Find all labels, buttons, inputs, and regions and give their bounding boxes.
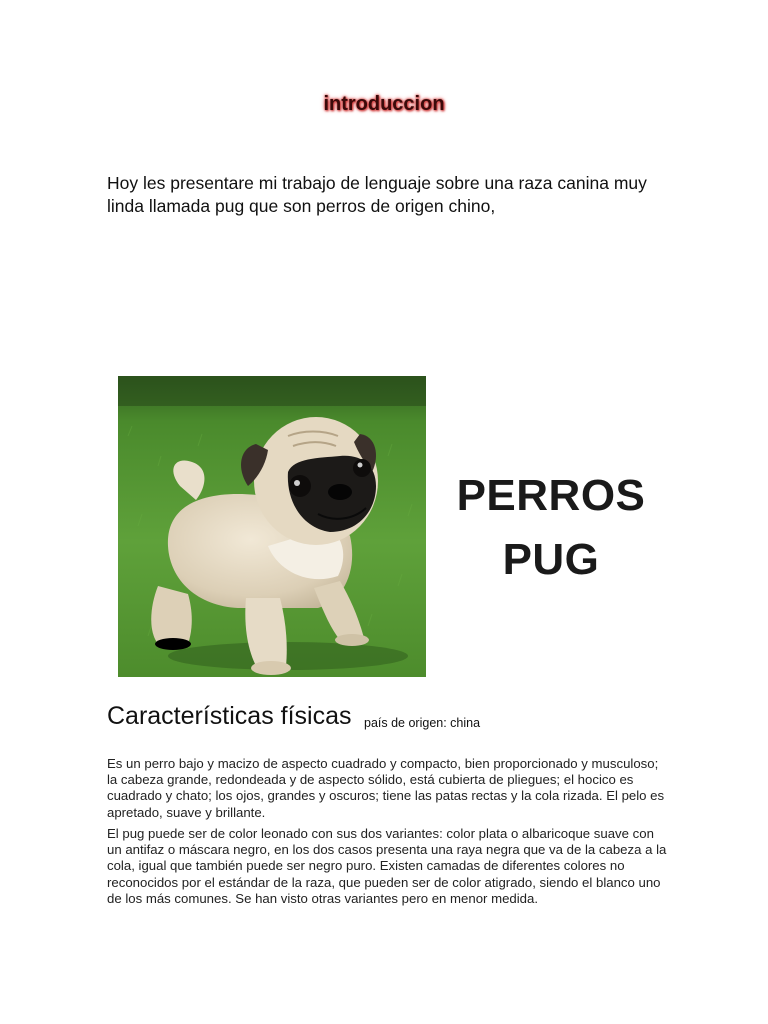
page-title: introduccion [323, 93, 445, 115]
banner-line-1: PERROS [456, 471, 646, 520]
pug-photo-image [118, 376, 426, 677]
description-paragraph-1: Es un perro bajo y macizo de aspecto cuadrado y compacto, bien proporcionado y musculoso; la cabeza grande, redondeada y de aspecto sólido, está cubierta de pliegues; el hocico es cuadrado y chato; los ojos, grandes y oscuros; tiene las patas rectas y la cola rizada. El pelo es apretado, suave y brillante. [107, 756, 665, 820]
section-heading: Características físicas [107, 702, 352, 730]
perros-pug-banner [436, 366, 666, 678]
pug-photo [118, 376, 426, 677]
banner-line-2: PUG [502, 535, 600, 584]
description-paragraph-2: El pug puede ser de color leonado con sus dos variantes: color plata o albaricoque suave con un antifaz o máscara negro, en los dos casos presenta una raya negra que va de la cabeza a la cola, igual que también puede ser negro puro. Existen camadas de diferentes colores no reconocidos por el estándar de la raza, que pueden ser de color atigrado, siendo el blanco uno de los más comunes. Se han visto otras variantes pero en menor medida. [107, 826, 667, 906]
origin-note: país de origen: china [364, 716, 481, 730]
intro-paragraph: Hoy les presentare mi trabajo de lenguaje sobre una raza canina muy linda llamada pug que son perros de origen chino, [107, 173, 647, 216]
